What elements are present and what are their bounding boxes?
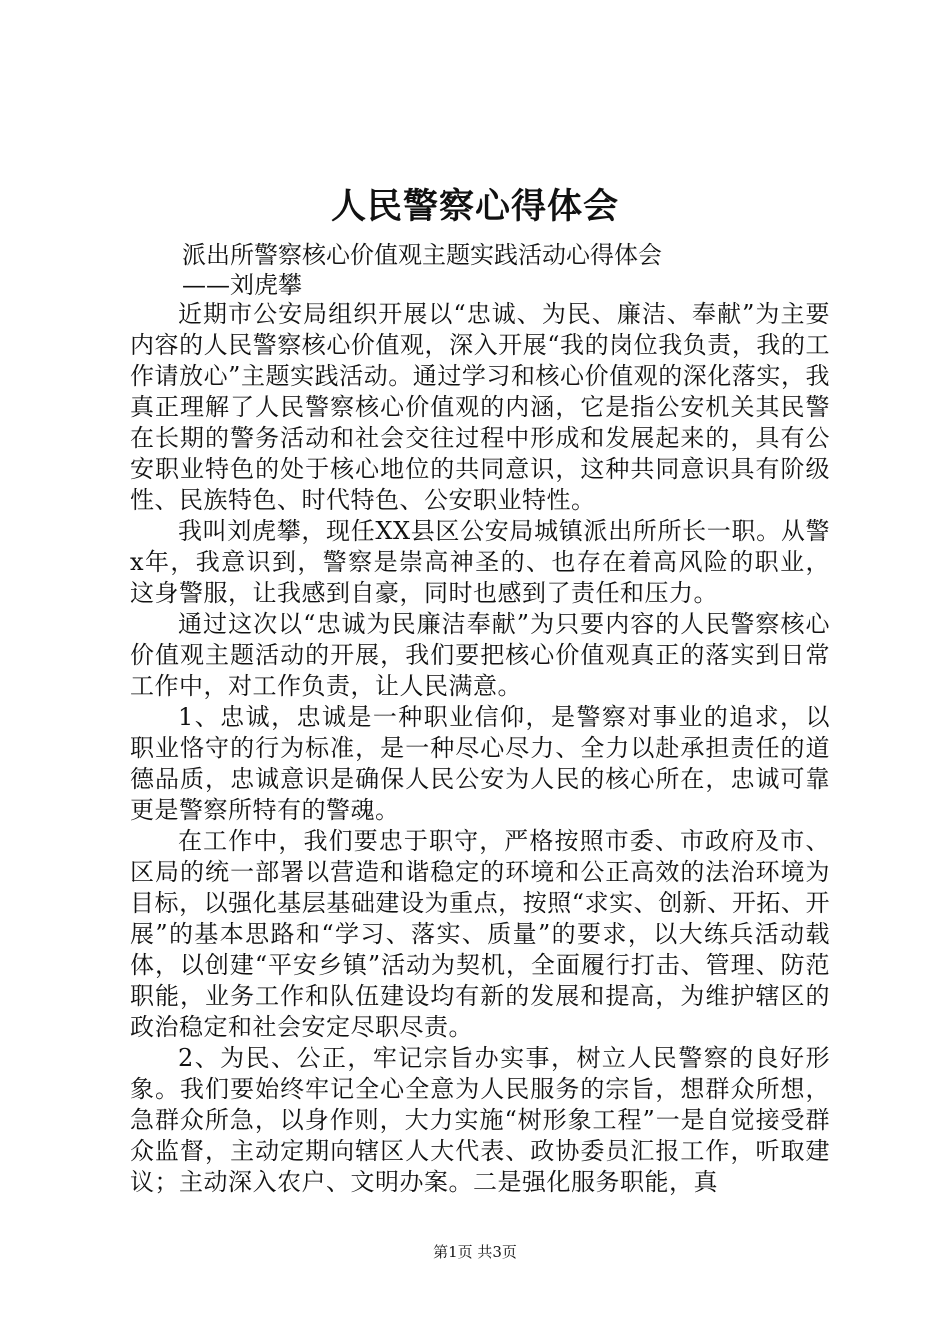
paragraph: 在工作中，我们要忠于职守，严格按照市委、市政府及市、区局的统一部署以营造和谐稳定的环境和公正高效的法治环境为目标，以强化基层基础建设为重点，按照“求实、创新、开拓、开展”的基本思路和“学习、落实、质量”的要求，以大练兵活动载体，以创建“平安乡镇”活动为契机，全面履行打击、管理、防范职能，业务工作和队伍建设均有新的发展和提高，为维护辖区的政治稳定和社会安定尽职尽责。	[130, 827, 830, 1041]
document-body	[130, 299, 830, 1198]
paragraph: 1、忠诚，忠诚是一种职业信仰，是警察对事业的追求，以职业恪守的行为标准，是一种尽心尽力、全力以赴承担责任的道德品质，忠诚意识是确保人民公安为人民的核心所在，忠诚可靠更是警察所特有的警魂。	[130, 703, 830, 824]
paragraph: 通过这次以“忠诚为民廉洁奉献”为只要内容的人民警察核心价值观主题活动的开展，我们要把核心价值观真正的落实到日常工作中，对工作负责，让人民满意。	[130, 610, 830, 700]
document-title: 人民警察心得体会	[330, 186, 619, 227]
page-footer: 第1页 共3页	[433, 1243, 517, 1261]
paragraph: 我叫刘虎攀，现任XX县区公安局城镇派出所所长一职。从警x年，我意识到，警察是崇高神圣的、也存在着高风险的职业，这身警服，让我感到自豪，同时也感到了责任和压力。	[130, 517, 830, 607]
document-author: ——刘虎攀	[182, 271, 302, 299]
paragraph: 近期市公安局组织开展以“忠诚、为民、廉洁、奉献”为主要内容的人民警察核心价值观，深入开展“我的岗位我负责，我的工作请放心”主题实践活动。通过学习和核心价值观的深化落实，我真正理解了人民警察核心价值观的内涵，它是指公安机关其民警在长期的警务活动和社会交往过程中形成和发展起来的，具有公安职业特色的处于核心地位的共同意识，这种共同意识具有阶级性、民族特色、时代特色、公安职业特性。	[130, 300, 830, 514]
document-subtitle: 派出所警察核心价值观主题实践活动心得体会	[182, 241, 662, 269]
paragraph: 2、为民、公正，牢记宗旨办实事，树立人民警察的良好形象。我们要始终牢记全心全意为人民服务的宗旨，想群众所想，急群众所急，以身作则，大力实施“树形象工程”一是自觉接受群众监督，主动定期向辖区人大代表、政协委员汇报工作，听取建议；主动深入农户、文明办案。二是强化服务职能，真	[130, 1044, 830, 1196]
